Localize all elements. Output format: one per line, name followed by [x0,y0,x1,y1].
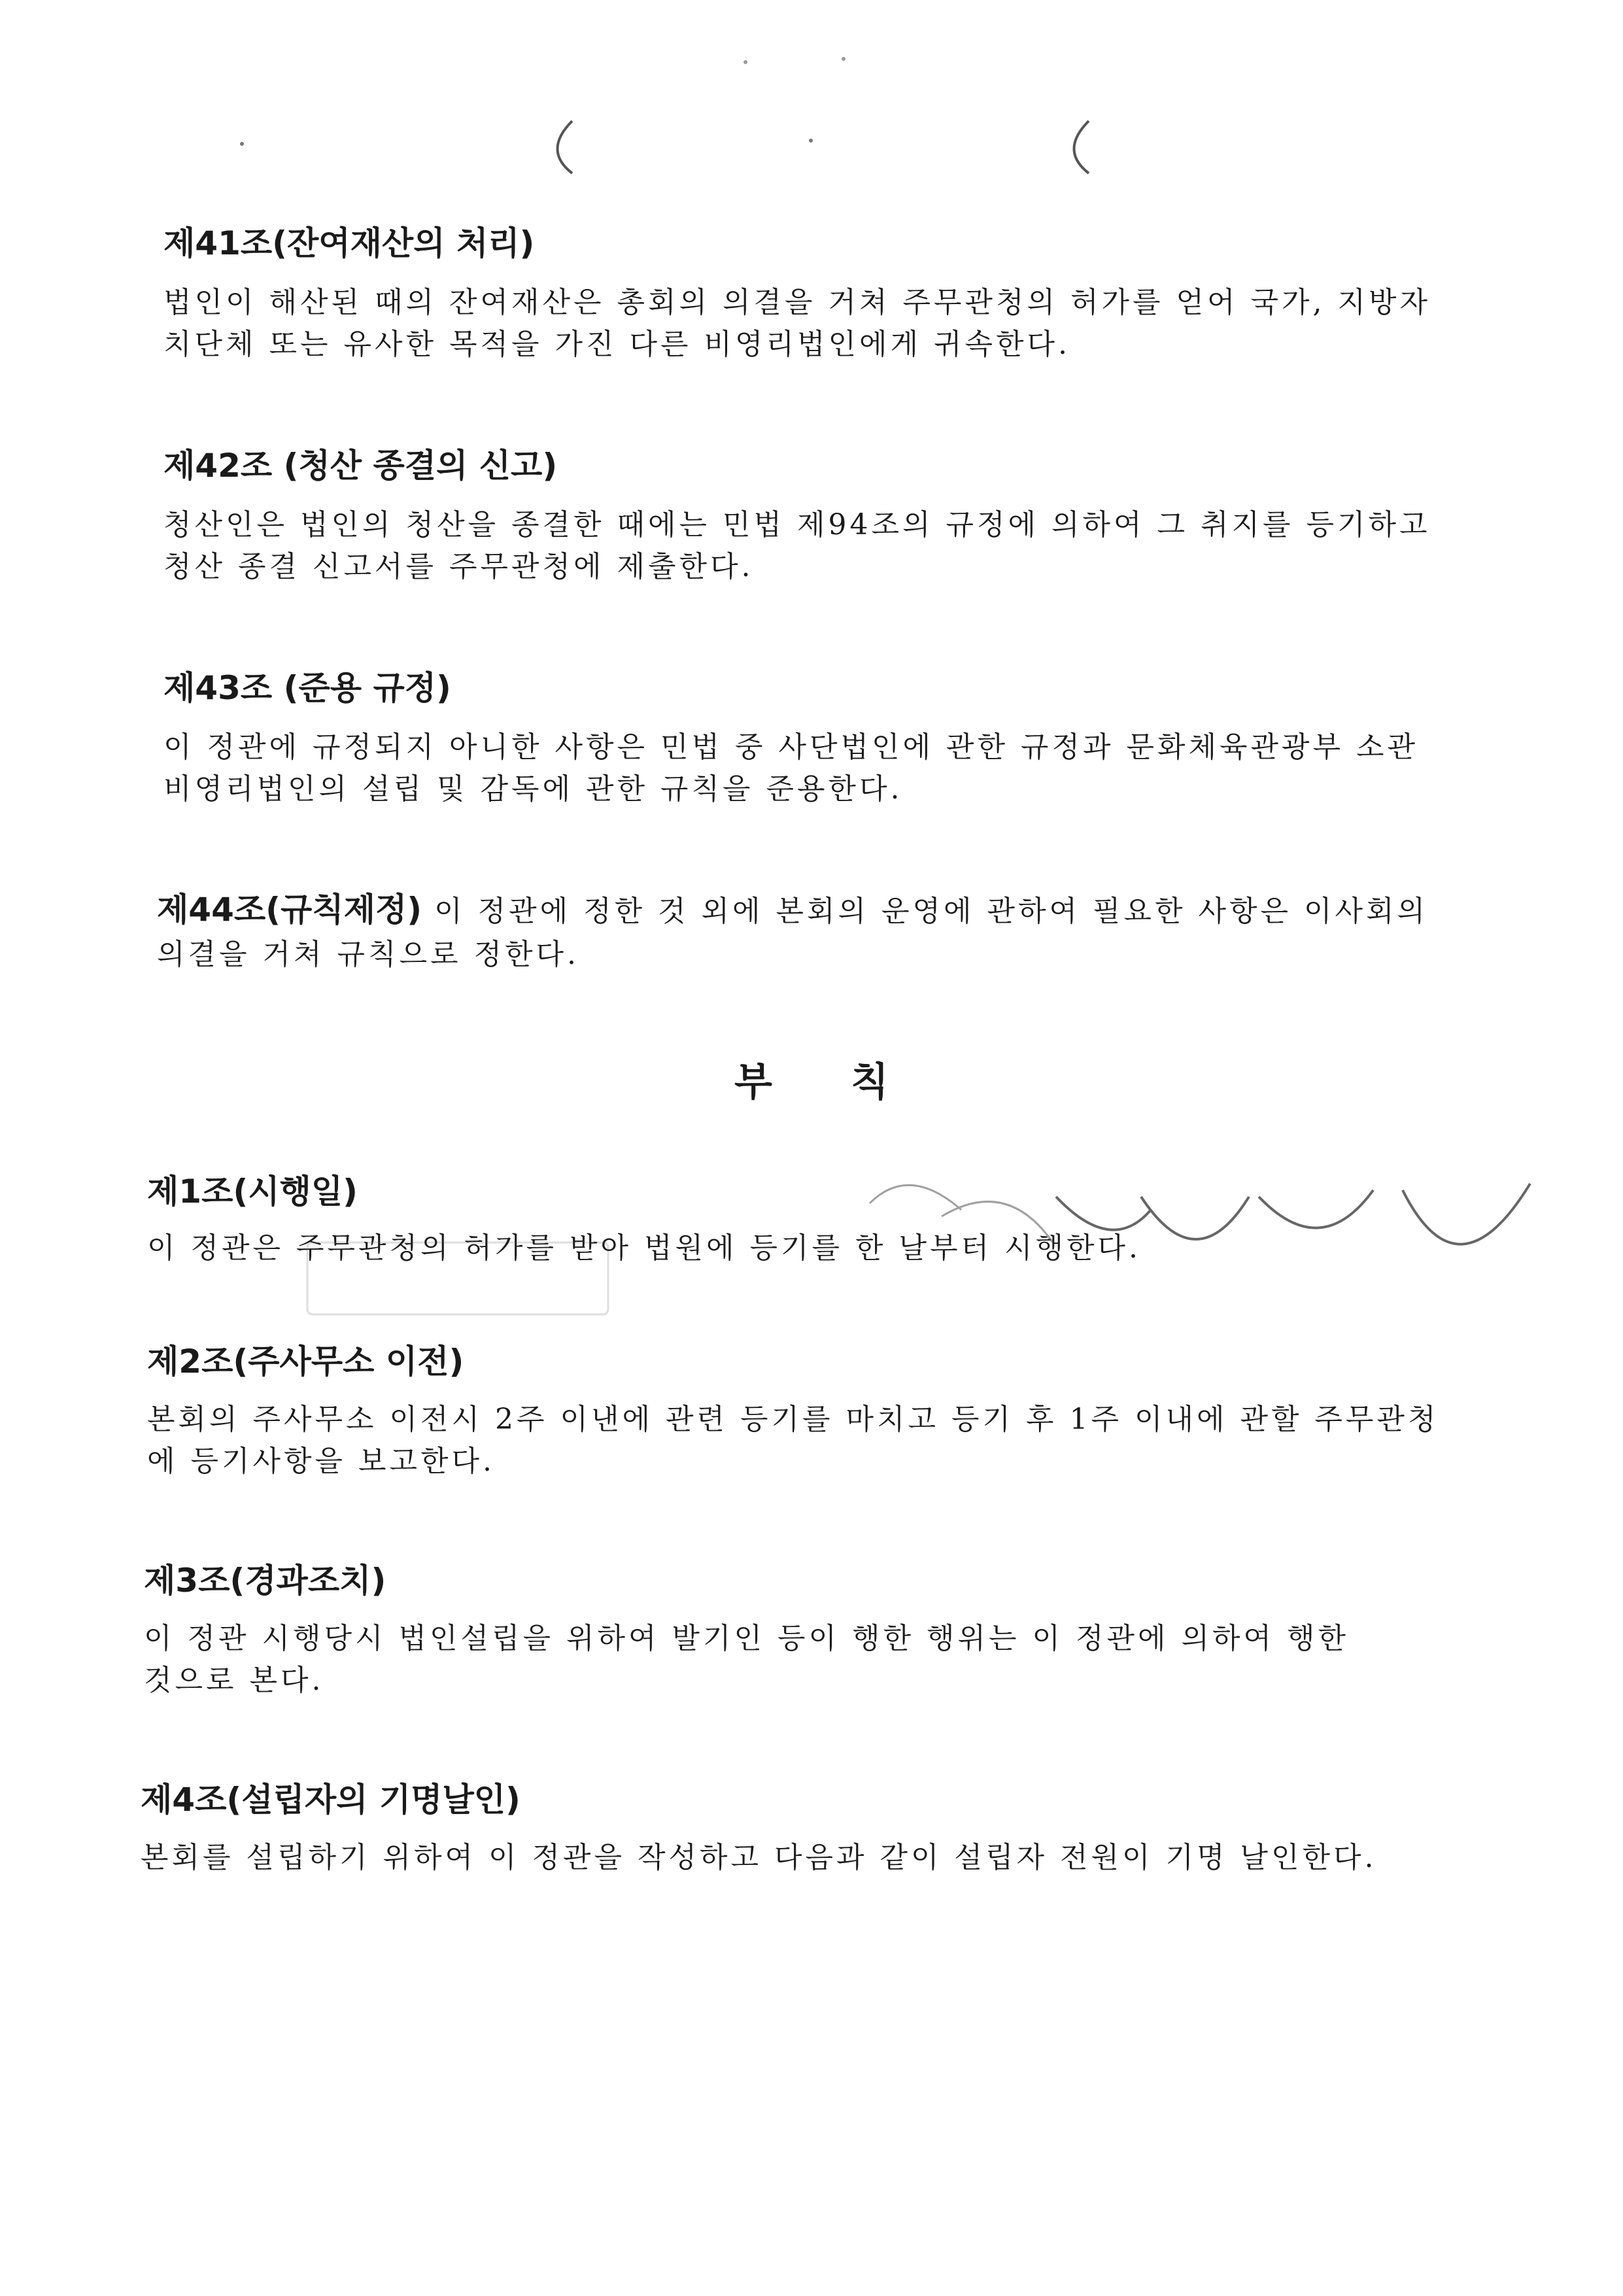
article-line: 본회를 설립하기 위하여 이 정관을 작성하고 다음과 같이 설립자 전원이 기명 날인한다. [141,1841,1377,1874]
seal-arc [1141,1197,1249,1239]
article-line: 이 정관은 주무관청의 허가를 받아 법원에 등기를 한 날부터 시행한다. [147,1231,1141,1265]
supplementary-article-3 [144,1560,1530,1701]
article-line: 청산 종결 신고서를 주무관청에 제출한다. [163,550,754,583]
article-line: 이 정관에 정한 것 외에 본회의 운영에 관하여 필요한 사항은 이사회의 [422,895,1429,928]
article-line: 치단체 또는 유사한 목적을 가진 다른 비영리법인에게 귀속한다. [163,328,1070,361]
article-title: 제43조 (준용 규정) [163,669,451,707]
article-line: 법인이 해산된 때의 잔여재산은 총회의 의결을 거쳐 주무관청의 허가를 얻어 국가, 지방자 [163,286,1431,319]
seal-arc [1403,1184,1530,1244]
article-title: 제3조(경과조치) [144,1562,386,1600]
seal-arc [1056,1197,1151,1230]
seal-arc-faint [870,1185,961,1210]
article-line: 에 등기사항을 보고한다. [147,1445,495,1478]
article-title: 제42조 (청산 종결의 신고) [163,447,558,485]
article-line: 이 정관 시행당시 법인설립을 위하여 발기인 등이 행한 행위는 이 정관에 의하여 행한 [144,1622,1349,1655]
supplementary-article-4 [141,1779,1527,1878]
seal-arc [1259,1190,1373,1228]
title-char: 칙 [851,1059,889,1105]
article-title: 제1조(시행일) [147,1173,358,1210]
article-title: 제4조(설립자의 기명날인) [141,1781,521,1819]
seal-arc-faint [942,1202,1053,1243]
article-line: 비영리법인의 설립 및 감독에 관한 규칙을 준용한다. [163,772,903,806]
article-title: 제2조(주사무소 이전) [147,1343,464,1380]
article-title: 제41조(잔여재산의 처리) [163,224,535,262]
article-title: 제44조(규칙제정) [157,891,422,929]
article-line: 것으로 본다. [144,1664,324,1697]
article-line: 의결을 거쳐 규칙으로 정한다. [157,938,579,971]
title-char: 부 [734,1059,772,1105]
article-line: 이 정관에 규정되지 아니한 사항은 민법 중 사단법인에 관한 규정과 문화체육관광부 소관 [163,730,1418,764]
article-line: 본회의 주사무소 이전시 2주 이낸에 관련 등기를 마치고 등기 후 1주 이내에 관할 주무관청 [147,1403,1439,1436]
faint-stamp-box [307,1242,608,1314]
article-line: 청산인은 법인의 청산을 종결한 때에는 민법 제94조의 규정에 의하여 그 취지를 등기하고 [163,508,1431,541]
